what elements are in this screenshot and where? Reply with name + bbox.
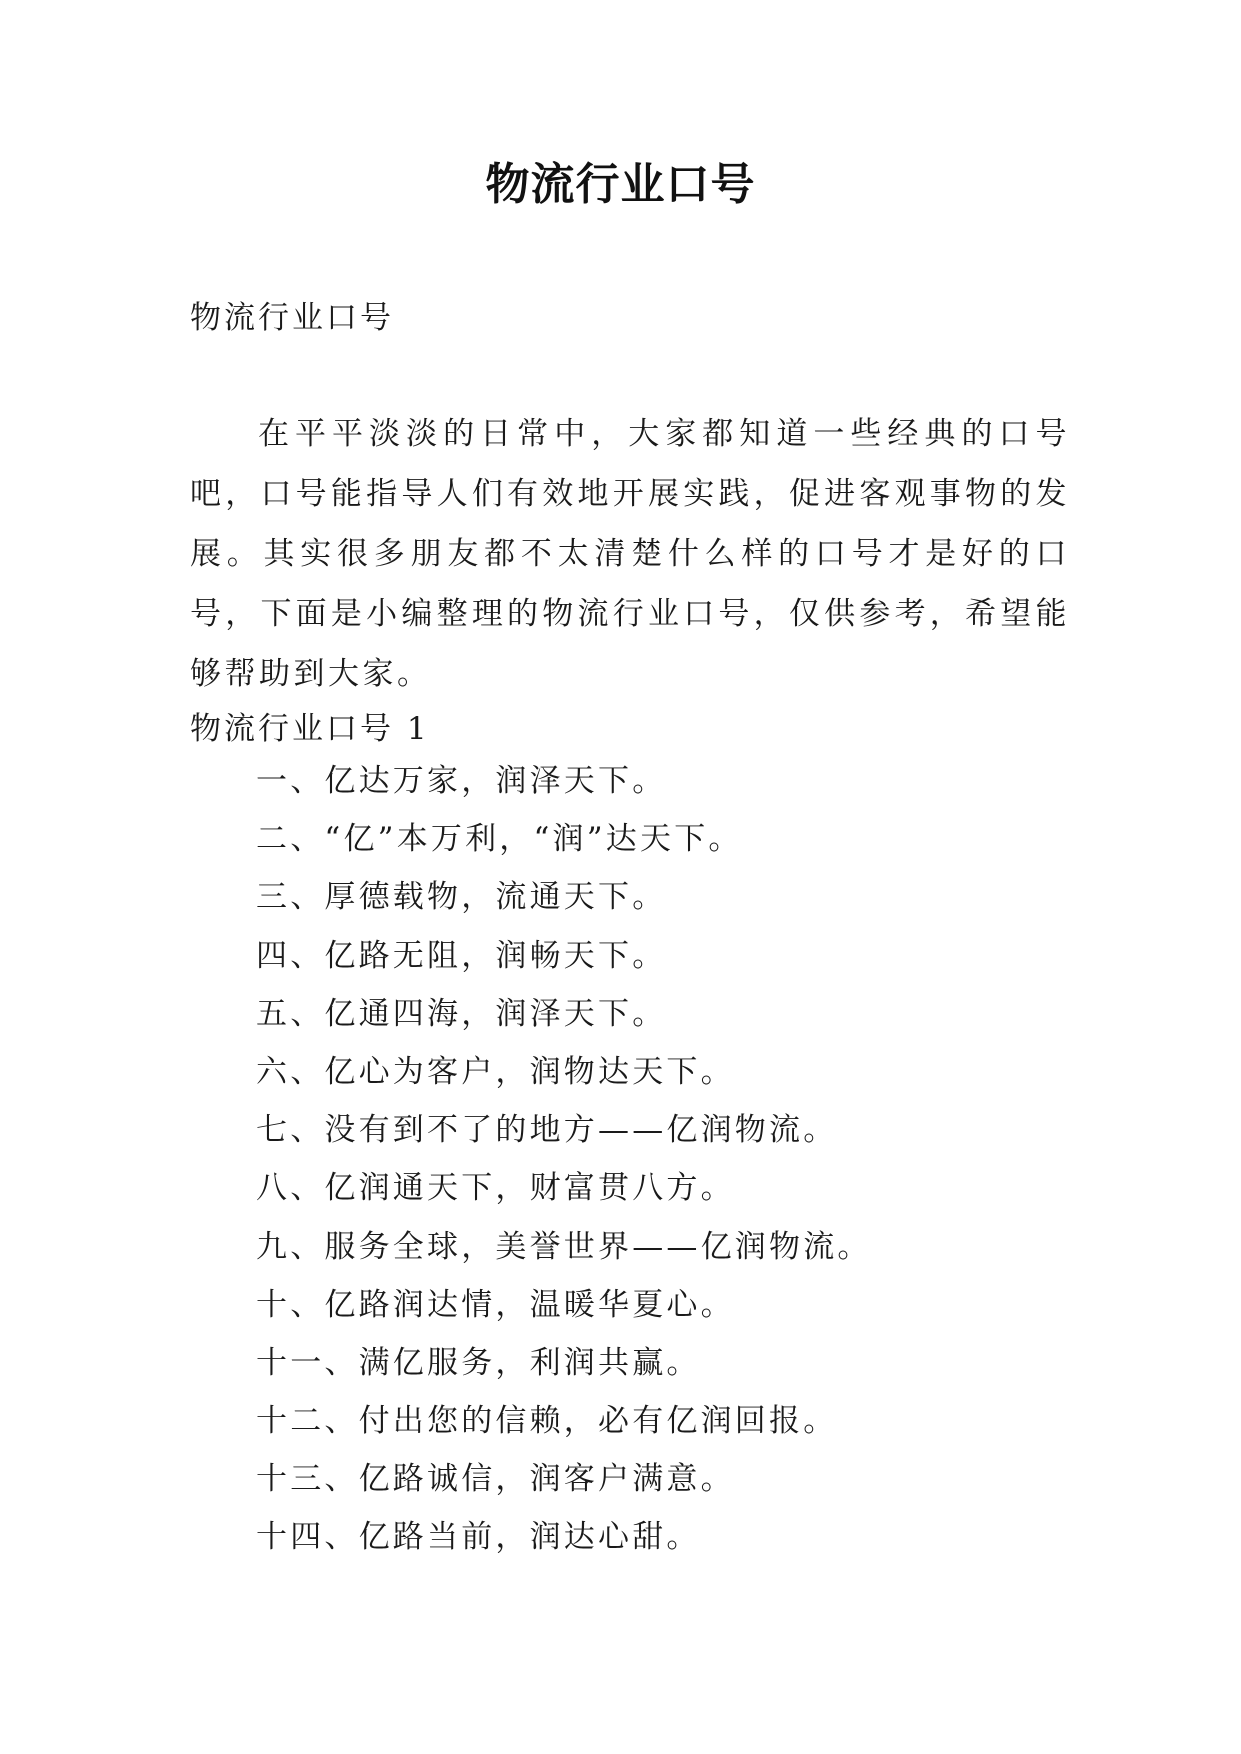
slogan-item: 十、亿路润达情，温暖华夏心。 xyxy=(256,1286,735,1323)
slogan-item: 十二、付出您的信赖，必有亿润回报。 xyxy=(256,1403,838,1440)
slogan-item: 四、亿路无阻，润畅天下。 xyxy=(256,937,667,974)
document-title: 物流行业口号 xyxy=(485,159,756,210)
section-heading: 物流行业口号 1 xyxy=(190,711,430,747)
slogan-list xyxy=(256,752,872,1567)
slogan-item: 五、亿通四海，润泽天下。 xyxy=(256,995,667,1032)
slogan-item: 十一、满亿服务，利润共赢。 xyxy=(256,1344,701,1381)
slogan-item: 三、厚德载物，流通天下。 xyxy=(256,879,667,916)
slogan-item: 九、服务全球，美誉世界——亿润物流。 xyxy=(256,1228,872,1265)
document-subtitle: 物流行业口号 xyxy=(190,300,394,336)
slogan-item: 七、没有到不了的地方——亿润物流。 xyxy=(256,1112,838,1149)
slogan-item: 十四、亿路当前，润达心甜。 xyxy=(256,1519,701,1556)
slogan-item: 一、亿达万家，润泽天下。 xyxy=(256,763,667,799)
slogan-item: 二、“亿”本万利，“润”达天下。 xyxy=(256,821,743,858)
slogan-item: 六、亿心为客户，润物达天下。 xyxy=(256,1053,735,1090)
slogan-item: 十三、亿路诚信，润客户满意。 xyxy=(256,1461,735,1498)
intro-paragraph: 在平平淡淡的日常中，大家都知道一些经典的口号吧，口号能指导人们有效地开展实践，促进客观事物的发展。其实很多朋友都不太清楚什么样的口号才是好的口号，下面是小编整理的物流行业口号，仅供参考，希望能够帮助到大家。 xyxy=(190,416,1070,692)
slogan-item: 八、亿润通天下，财富贯八方。 xyxy=(256,1170,735,1207)
